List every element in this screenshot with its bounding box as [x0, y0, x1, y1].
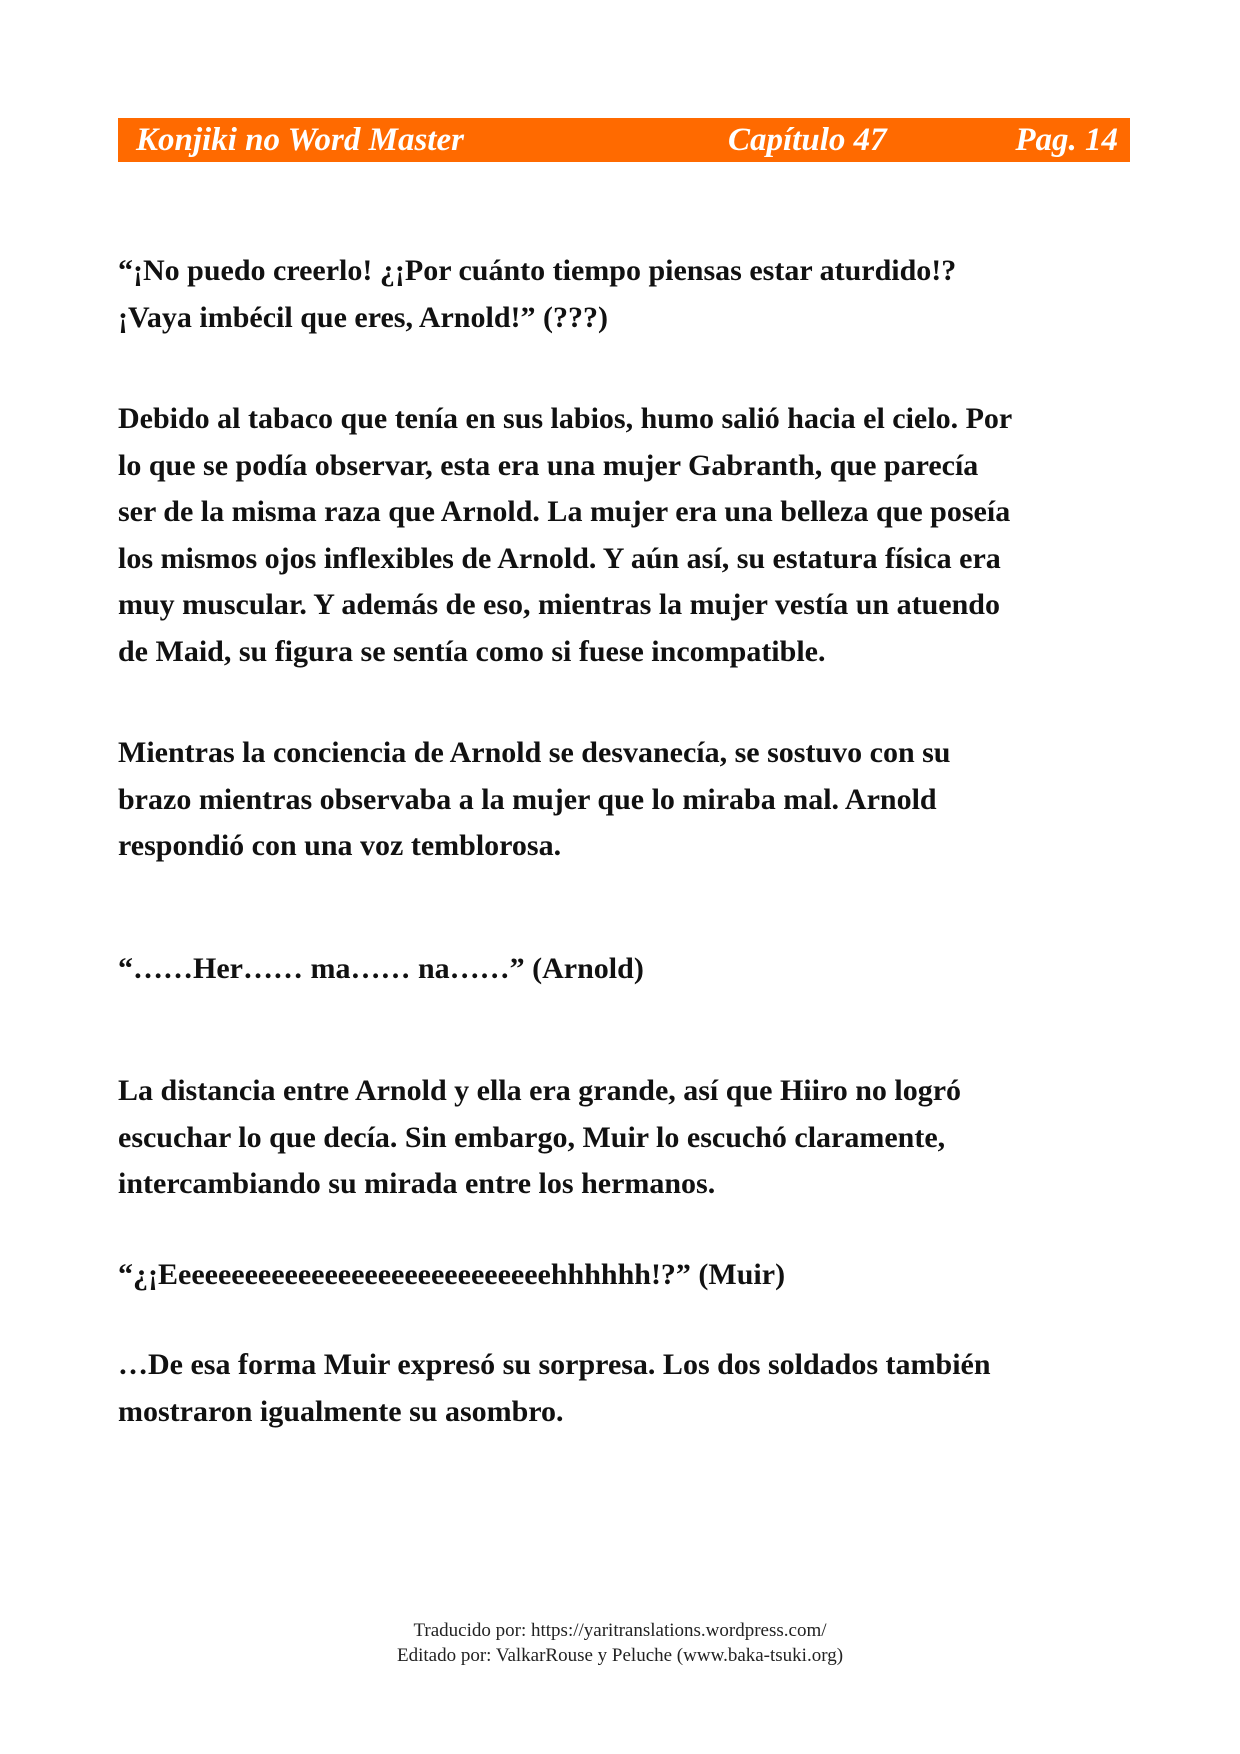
text-line: La distancia entre Arnold y ella era grande, así que Hiiro no logró — [118, 1074, 962, 1107]
text-line: de Maid, su figura se sentía como si fuese incompatible. — [118, 634, 826, 668]
text-line: “¡No puedo creerlo! ¿¡Por cuánto tiempo piensas estar aturdido!? — [118, 254, 957, 287]
text-line: lo que se podía observar, esta era una mujer Gabranth, que parecía — [118, 448, 979, 482]
text-line: Mientras la conciencia de Arnold se desvanecía, se sostuvo con su — [118, 736, 951, 769]
text-line: brazo mientras observaba a la mujer que lo miraba mal. Arnold — [118, 782, 937, 816]
page-header-bar — [118, 118, 1130, 162]
text-line: muy muscular. Y además de eso, mientras la mujer vestía un atuendo — [118, 588, 1000, 621]
book-title: Konjiki no Word Master — [136, 122, 464, 158]
text-line: “……Her…… ma…… na……” (Arnold) — [118, 951, 644, 985]
editor-credit: Editado por: ValkarRouse y Peluche (www.baka-tsuki.org) — [396, 1645, 844, 1666]
paragraph-dialogue-muir — [118, 1252, 1130, 1299]
page-footer — [0, 1618, 1240, 1668]
text-line: Debido al tabaco que tenía en sus labios, humo salió hacia el cielo. Por — [118, 402, 1013, 435]
document-body — [118, 248, 1130, 1435]
paragraph-surprise — [118, 1342, 1130, 1435]
text-line: ¡Vaya imbécil que eres, Arnold!” (???) — [118, 300, 608, 334]
text-line: mostraron igualmente su asombro. — [118, 1394, 564, 1428]
paragraph-arnold-response — [118, 730, 1130, 870]
text-line: ser de la misma raza que Arnold. La mujer era una belleza que poseía — [118, 495, 1011, 528]
text-line: …De esa forma Muir expresó su sorpresa. Los dos soldados también — [118, 1348, 991, 1381]
text-line: escuchar lo que decía. Sin embargo, Muir lo escuchó claramente, — [118, 1120, 946, 1154]
text-line: los mismos ojos inflexibles de Arnold. Y aún así, su estatura física era — [118, 541, 1001, 575]
text-line: “¿¡Eeeeeeeeeeeeeeeeeeeeeeeeeeeeehhhhhh!?” (Muir) — [118, 1257, 786, 1291]
text-line: intercambiando su mirada entre los hermanos. — [118, 1167, 716, 1200]
paragraph-description — [118, 396, 1130, 675]
paragraph-distance — [118, 1068, 1130, 1208]
paragraph-dialogue-1 — [118, 248, 1130, 341]
chapter-label: Capítulo 47 — [728, 122, 887, 158]
text-line: respondió con una voz temblorosa. — [118, 829, 562, 862]
page-number: Pag. 14 — [1015, 122, 1118, 158]
translator-credit: Traducido por: https://yaritranslations.wordpress.com/ — [413, 1620, 827, 1641]
paragraph-dialogue-arnold — [118, 946, 1130, 993]
